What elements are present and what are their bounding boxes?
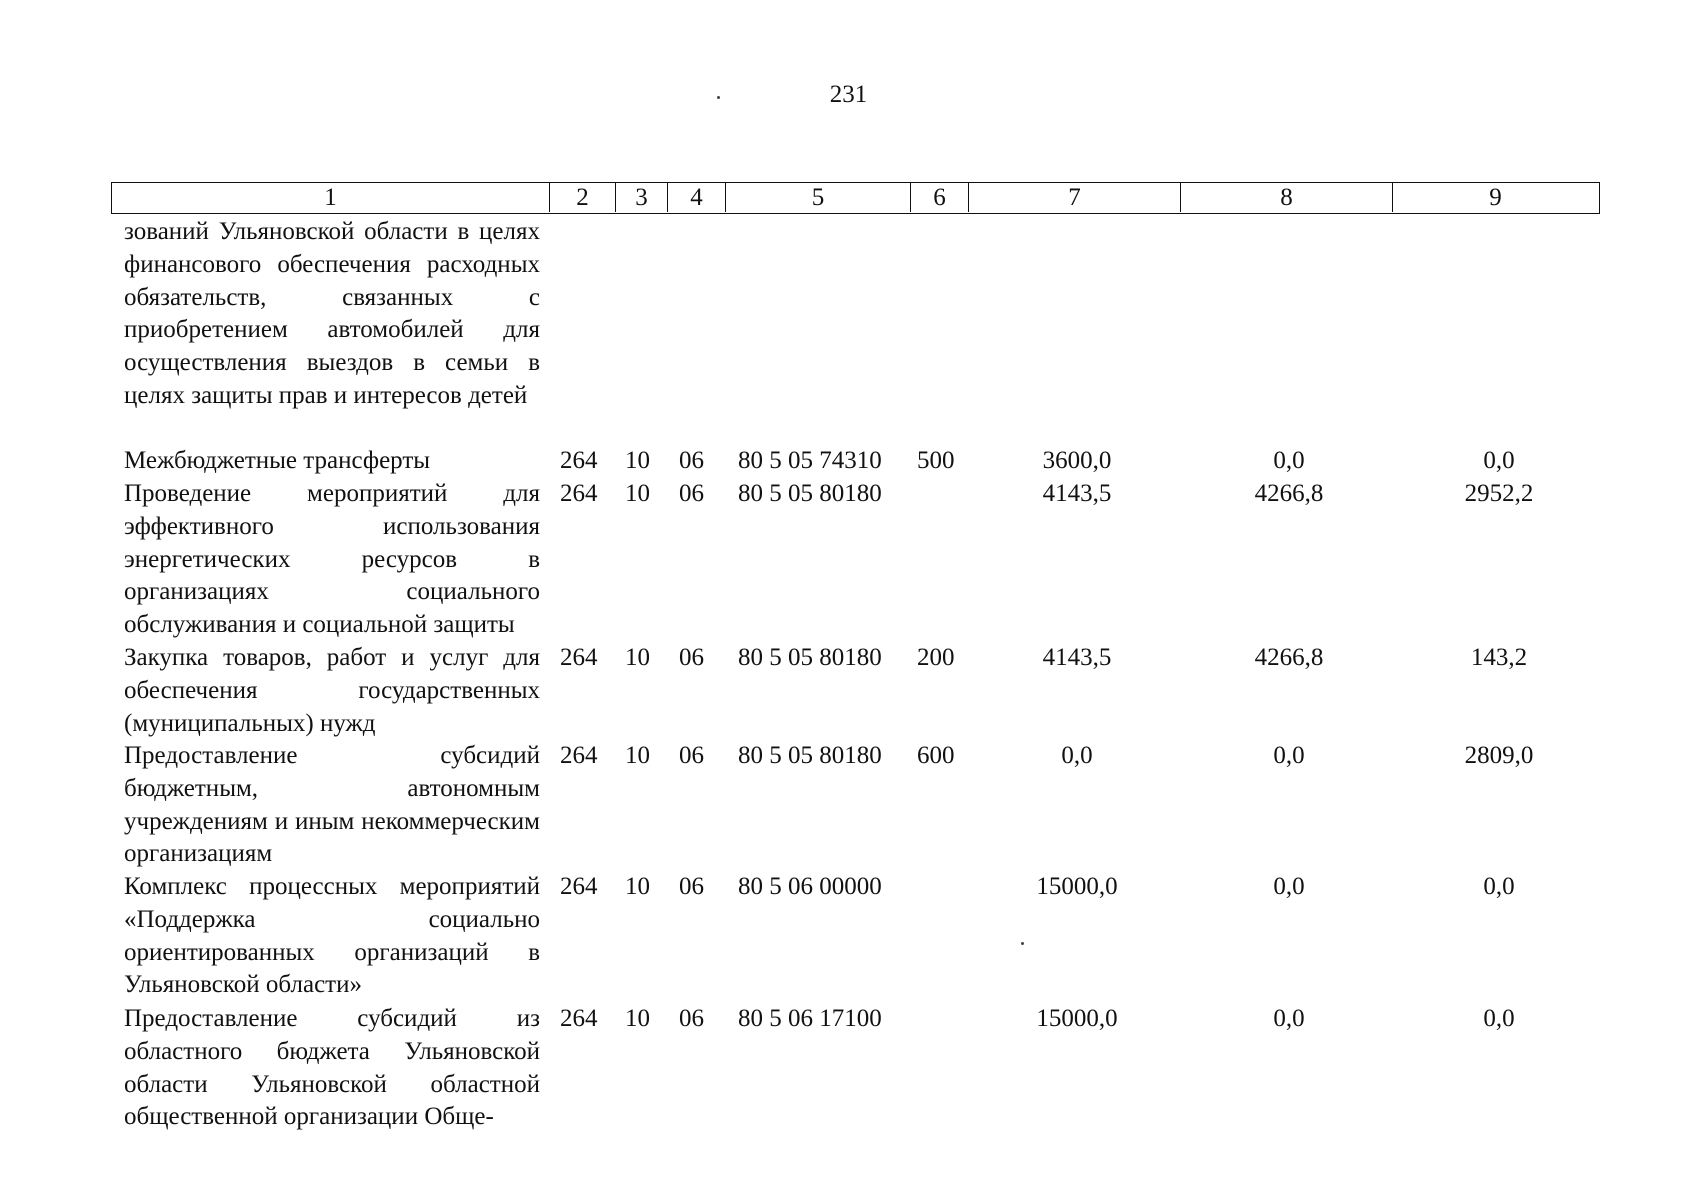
row-amount-col8: 4266,8: [1254, 644, 1324, 671]
row-expense-type: 500: [917, 447, 955, 474]
row-description: Проведение мероприятий для эффективного использования энергетических ресурсов в организациях социального обслуживания и социальной защиты: [124, 480, 540, 639]
row-subsection-code: 06: [679, 644, 704, 671]
row-description: зований Ульяновской области в целях финансового обеспечения расходных обязательств, связанных с приобретением автомобилей для осуществления выездов в семьи в целях защиты прав и интересов детей: [124, 218, 540, 409]
header-cell-7: 7: [968, 183, 1180, 212]
row-target-article: 80 5 05 80180: [738, 480, 882, 507]
row-amount-col7: 15000,0: [1036, 873, 1118, 900]
row-subsection-code: 06: [679, 742, 704, 769]
row-description: Предоставление субсидий бюджетным, автономным учреждениям и иным некоммерческим организациям: [124, 742, 540, 868]
row-target-article: 80 5 05 80180: [738, 644, 882, 671]
row-amount-col7: 3600,0: [1042, 447, 1112, 474]
row-section-code: 10: [625, 742, 650, 769]
row-amount-col9: 0,0: [1483, 1005, 1515, 1032]
row-admin-code: 264: [560, 873, 598, 900]
header-cell-3: 3: [615, 183, 667, 212]
header-cell-5: 5: [725, 183, 910, 212]
header-cell-9: 9: [1392, 183, 1598, 212]
row-description: Закупка товаров, работ и услуг для обеспечения государственных (муниципальных) нужд: [124, 644, 540, 737]
row-amount-col8: 0,0: [1273, 447, 1305, 474]
row-admin-code: 264: [560, 644, 598, 671]
row-amount-col7: 4143,5: [1042, 480, 1112, 507]
row-target-article: 80 5 06 00000: [738, 873, 882, 900]
row-amount-col8: 0,0: [1273, 873, 1305, 900]
row-admin-code: 264: [560, 447, 598, 474]
row-amount-col7: 0,0: [1061, 742, 1093, 769]
row-amount-col7: 4143,5: [1042, 644, 1112, 671]
row-description: Комплекс процессных мероприятий «Поддержка социально ориентированных организаций в Ульяновской области»: [124, 873, 540, 999]
row-section-code: 10: [625, 480, 650, 507]
row-subsection-code: 06: [679, 1005, 704, 1032]
row-amount-col9: 2809,0: [1464, 742, 1534, 769]
row-amount-col8: 0,0: [1273, 742, 1305, 769]
header-cell-4: 4: [667, 183, 725, 212]
row-amount-col8: 4266,8: [1254, 480, 1324, 507]
row-amount-col9: 2952,2: [1464, 480, 1534, 507]
row-expense-type: 200: [917, 644, 955, 671]
row-target-article: 80 5 05 80180: [738, 742, 882, 769]
scan-speck: [717, 96, 720, 99]
row-description: Предоставление субсидий из областного бюджета Ульяновской области Ульяновской областной общественной организации Обще-: [124, 1005, 540, 1131]
header-cell-6: 6: [910, 183, 968, 212]
row-amount-col9: 0,0: [1483, 447, 1515, 474]
row-subsection-code: 06: [679, 873, 704, 900]
row-admin-code: 264: [560, 480, 598, 507]
scan-speck: [1021, 942, 1024, 945]
row-section-code: 10: [625, 447, 650, 474]
row-section-code: 10: [625, 873, 650, 900]
row-target-article: 80 5 06 17100: [738, 1005, 882, 1032]
row-expense-type: 600: [917, 742, 955, 769]
row-section-code: 10: [625, 644, 650, 671]
header-cell-1: 1: [324, 184, 337, 211]
row-description: Межбюджетные трансферты: [124, 447, 431, 474]
row-target-article: 80 5 05 74310: [738, 447, 882, 474]
row-admin-code: 264: [560, 742, 598, 769]
row-amount-col9: 0,0: [1483, 873, 1515, 900]
row-amount-col9: 143,2: [1470, 644, 1528, 671]
row-amount-col8: 0,0: [1273, 1005, 1305, 1032]
row-subsection-code: 06: [679, 447, 704, 474]
row-admin-code: 264: [560, 1005, 598, 1032]
page-number: 231: [829, 81, 868, 108]
header-cell-2: 2: [549, 183, 615, 212]
row-section-code: 10: [625, 1005, 650, 1032]
row-subsection-code: 06: [679, 480, 704, 507]
row-amount-col7: 15000,0: [1036, 1005, 1118, 1032]
table-header-row: [111, 182, 1600, 214]
header-cell-8: 8: [1180, 183, 1392, 212]
